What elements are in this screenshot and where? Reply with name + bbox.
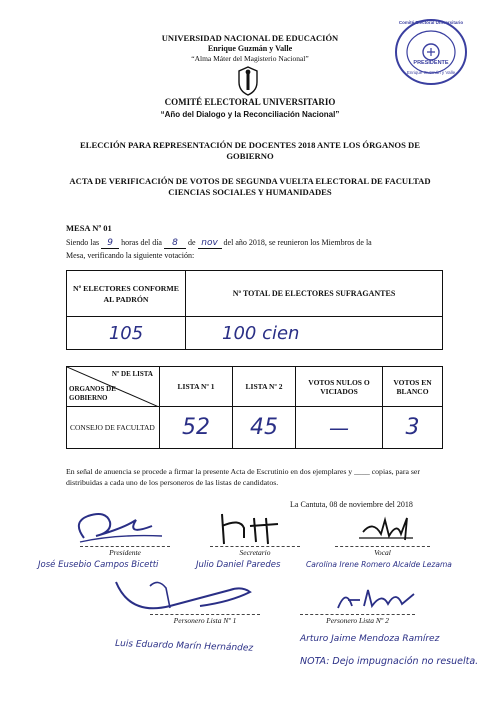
university-motto: “Alma Máter del Magisterio Nacional”: [191, 54, 309, 63]
stamp-ring-text: Comité Electoral Universitario: [398, 20, 464, 25]
header-lista-2: LISTA Nº 2: [233, 367, 296, 407]
presidente-handwritten-name: José Eusebio Campos Bicetti: [38, 560, 159, 570]
impugnacion-note: NOTA: Dejo impugnación no resuelta.: [300, 656, 479, 667]
election-title: ELECCIÓN PARA REPRESENTACIÓN DE DOCENTES 2018 ANTE LOS ÓRGANOS DE GOBIERNO: [80, 140, 420, 161]
vocal-label: Vocal: [374, 548, 391, 557]
mesa-number: MESA Nº 01: [66, 223, 112, 233]
intro-text-4: del año 2018, se reunieron los Miembros de la: [223, 238, 372, 247]
personero2-label: Personero Lista Nº 2: [326, 616, 389, 625]
header-blanco: VOTOS EN BLANCO: [383, 367, 443, 407]
votes-table: [66, 366, 443, 449]
row-label: CONSEJO DE FACULTAD: [67, 407, 160, 449]
personero2-line: [300, 614, 415, 615]
intro-line-1: [66, 238, 446, 249]
electores-header: Nº ELECTORES CONFORME AL PADRÓN: [67, 271, 186, 317]
value-nulos: —: [296, 407, 383, 449]
committee-name: COMITÉ ELECTORAL UNIVERSITARIO: [164, 97, 336, 107]
presidente-label: Presidente: [109, 548, 141, 557]
year-motto: “Año del Dialogo y la Reconciliación Nacional”: [160, 110, 340, 119]
vocal-signature: [355, 512, 415, 546]
closing-paragraph: En señal de anuencia se procede a firmar la presente Acta de Escrutinio en dos ejemplares y ____ copias, para ser distribuidas a cada uno de los personeros de las listas de candidatos.: [66, 467, 420, 487]
personero2-handwritten-name: Arturo Jaime Mendoza Ramírez: [300, 634, 440, 644]
electores-table: [66, 270, 443, 350]
intro-line-2: Mesa, verificando la siguiente votación:: [66, 251, 195, 260]
sufragantes-value: 100 cien: [186, 317, 443, 350]
presidente-signature: [66, 508, 166, 548]
corner-bottom: ORGANOS DE GOBIERNO: [69, 385, 116, 402]
personero1-label: Personero Lista Nº 1: [173, 616, 237, 625]
secretario-line: [210, 546, 300, 547]
intro-text-1: Siendo las: [66, 238, 100, 247]
intro-text-2: horas del día: [121, 238, 162, 247]
corner-top: Nº DE LISTA: [111, 370, 153, 378]
value-blanco: 3: [383, 407, 443, 449]
intro-text-3: de: [187, 238, 196, 247]
secretario-handwritten-name: Julio Daniel Paredes: [196, 560, 281, 570]
vocal-line: [335, 546, 430, 547]
intro-day: 8: [164, 238, 186, 249]
value-lista-1: 52: [160, 407, 233, 449]
sufragantes-header: Nº TOTAL DE ELECTORES SUFRAGANTES: [186, 271, 443, 317]
personero2-signature: [330, 584, 420, 614]
university-logo: [237, 66, 259, 96]
personero1-handwritten-name: Luis Eduardo Marín Hernández: [114, 638, 254, 654]
personero1-line: [150, 614, 260, 615]
intro-hour: 9: [101, 238, 119, 249]
university-founder: Enrique Guzmán y Valle: [207, 44, 293, 53]
secretario-label: Secretario: [239, 548, 271, 557]
stamp-org: Enrique Guzmán y Valle: [406, 70, 456, 75]
header-nulos: VOTOS NULOS O VICIADOS: [296, 367, 383, 407]
electores-value: 105: [67, 317, 186, 350]
header-lista-1: LISTA Nº 1: [160, 367, 233, 407]
secretario-signature: [210, 508, 290, 548]
value-lista-2: 45: [233, 407, 296, 449]
university-name: UNIVERSIDAD NACIONAL DE EDUCACIÓN: [161, 33, 339, 43]
presidente-line: [80, 546, 170, 547]
intro-month: nov: [198, 238, 222, 249]
act-title: ACTA DE VERIFICACIÓN DE VOTOS DE SEGUNDA VUELTA ELECTORAL DE FACULTAD CIENCIAS SOCIALES Y HUMANIDADES: [69, 176, 431, 197]
personero1-signature: [110, 576, 260, 618]
presidente-stamp: [394, 18, 468, 86]
corner-cell: [67, 367, 160, 407]
place-date: La Cantuta, 08 de noviembre del 2018: [290, 500, 413, 509]
vocal-handwritten-name: Carolina Irene Romero Alcalde Lezama: [306, 560, 452, 569]
stamp-role: PRESIDENTE: [413, 60, 449, 66]
